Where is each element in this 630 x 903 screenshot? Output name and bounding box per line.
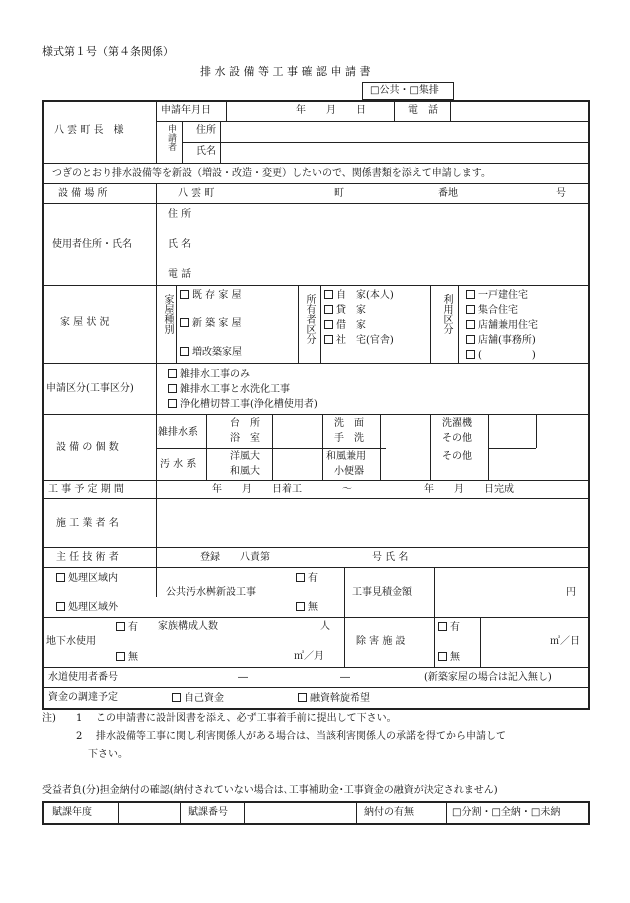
groundwater-label: 地下水使用 xyxy=(46,636,96,647)
funding-loan[interactable]: 融資斡旋希望 xyxy=(298,693,370,704)
owner-label: 所有者区分 xyxy=(304,294,315,344)
schedule-label: 工 事 予 定 期 間 xyxy=(48,484,124,495)
basin-yes[interactable]: 有 xyxy=(296,573,318,584)
form-number: 様式第１号（第４条関係） xyxy=(42,45,174,58)
owner-4[interactable]: 社 宅(官舎) xyxy=(324,335,394,346)
house-label: 家 屋 状 況 xyxy=(60,317,110,328)
date-value: 年 月 日 xyxy=(296,105,366,116)
soil-other: その他 xyxy=(442,451,472,462)
user-label: 使用者住所・氏名 xyxy=(52,239,132,250)
name-label: 氏名 xyxy=(196,146,216,157)
soil-label: 汚 水 系 xyxy=(160,459,197,470)
basin-no[interactable]: 無 xyxy=(296,602,318,613)
owner-3[interactable]: 借 家 xyxy=(324,320,366,331)
use-3[interactable]: 店舗兼用住宅 xyxy=(466,320,538,331)
location-go: 号 xyxy=(556,188,566,199)
house-type-1[interactable]: 既 存 家 屋 xyxy=(180,290,242,301)
estimate-label: 工事見積金額 xyxy=(352,587,412,598)
area-outside[interactable]: 処理区域外 xyxy=(56,602,118,613)
burden-paid: 納付の有無 xyxy=(364,807,414,818)
funding-own[interactable]: 自己資金 xyxy=(172,693,224,704)
funding-label: 資金の調達予定 xyxy=(48,692,118,703)
house-type-2[interactable]: 新 築 家 屋 xyxy=(180,318,242,329)
family-label: 家族構成人数 xyxy=(158,621,218,632)
owner-1[interactable]: 自 家(本人) xyxy=(324,290,394,301)
hazard-label: 除 害 施 設 xyxy=(356,636,406,647)
burden-year: 賦課年度 xyxy=(52,807,92,818)
schedule-start: 年 月 日着工 xyxy=(212,484,302,495)
note1-text: この申請書に設計図書を添え、必ず工事着手前に提出して下さい。 xyxy=(96,713,397,724)
category-2[interactable]: 雑排水工事と水洗化工事 xyxy=(168,384,290,395)
hazard-no[interactable]: 無 xyxy=(438,652,460,663)
engineer-reg: 登録 八責第 xyxy=(200,552,270,563)
note2-text-b: 下さい。 xyxy=(88,749,128,760)
use-5[interactable]: ( ) xyxy=(466,350,536,361)
schedule-end: 年 月 日完成 xyxy=(424,484,514,495)
engineer-no-name: 号 氏 名 xyxy=(372,552,409,563)
applicant-label: 申請者 xyxy=(166,124,176,151)
water-dash1: ― xyxy=(238,672,248,683)
location-label: 設 備 場 所 xyxy=(58,188,108,199)
groundwater-no[interactable]: 無 xyxy=(116,652,138,663)
category-1[interactable]: 雑排水工事のみ xyxy=(168,369,250,380)
use-1[interactable]: 一戸建住宅 xyxy=(466,290,528,301)
groundwater-yes[interactable]: 有 xyxy=(116,622,138,633)
phone-label: 電 話 xyxy=(408,105,438,116)
family-persons: 人 xyxy=(320,621,330,632)
note2-no: 2 xyxy=(76,731,83,742)
soil-western: 洋風大 xyxy=(230,451,260,462)
schedule-tilde: 〜 xyxy=(342,484,352,495)
mayor-label: 八 雲 町 長 様 xyxy=(54,125,124,136)
type-box-text: □公共・□集排 xyxy=(370,85,439,96)
burden-number: 賦課番号 xyxy=(188,807,228,818)
contractor-label: 施 工 業 者 名 xyxy=(56,518,119,529)
gray-hand: 手 洗 xyxy=(334,433,364,444)
note2-text-a: 排水設備等工事に関し利害関係人がある場合は、当該利害関係人の承諾を得てから申請して xyxy=(96,731,506,742)
area-inside[interactable]: 処理区域内 xyxy=(56,573,118,584)
fixtures-label: 設 備 の 個 数 xyxy=(56,442,119,453)
burden-options: □分割・□全納・□未納 xyxy=(452,807,561,818)
date-label: 申請年月日 xyxy=(161,105,211,116)
gray-kitchen: 台 所 xyxy=(230,418,260,429)
category-3[interactable]: 浄化槽切替工事(浄化槽使用者) xyxy=(168,399,318,410)
family-m3: ㎥／月 xyxy=(294,651,324,662)
burden-title: 受益者負(分)担金納付の確認(納付されていない場合は､工事補助金･工事資金の融資が決定されません) xyxy=(42,785,498,796)
engineer-label: 主 任 技 術 者 xyxy=(56,552,119,563)
water-note: (新築家屋の場合は記入無し) xyxy=(424,672,552,683)
use-4[interactable]: 店舗(事務所) xyxy=(466,335,536,346)
location-town1: 八 雲 町 xyxy=(178,188,215,199)
location-town2: 町 xyxy=(334,188,344,199)
water-dash2: ― xyxy=(340,672,350,683)
location-banchi: 番地 xyxy=(438,188,458,199)
soil-japanese: 和風大 xyxy=(230,466,260,477)
user-phone: 電 話 xyxy=(168,269,192,280)
soil-urinal: 小便器 xyxy=(334,466,364,477)
gray-laundry: 洗濯機 xyxy=(442,418,472,429)
note1-no: 1 xyxy=(76,713,83,724)
estimate-yen: 円 xyxy=(566,587,576,598)
user-name: 氏 名 xyxy=(168,239,192,250)
hazard-yes[interactable]: 有 xyxy=(438,622,460,633)
user-address: 住 所 xyxy=(168,209,192,220)
water-label: 水道使用者番号 xyxy=(48,672,118,683)
hazard-m3day: ㎥／日 xyxy=(550,636,580,647)
gray-wash: 洗 面 xyxy=(334,418,364,429)
house-type-3[interactable]: 増改築家屋 xyxy=(180,347,242,358)
owner-2[interactable]: 貸 家 xyxy=(324,305,366,316)
form-title: 排 水 設 備 等 工 事 確 認 申 請 書 xyxy=(200,65,371,78)
use-label: 利用区分 xyxy=(441,294,452,334)
gray-bath: 浴 室 xyxy=(230,433,260,444)
category-label: 申請区分(工事区分) xyxy=(46,383,134,394)
notes-head: 注) xyxy=(42,713,56,724)
house-type-label: 家屋種別 xyxy=(162,294,173,334)
basin-label: 公共汚水桝新設工事 xyxy=(166,587,256,598)
intro-text: つぎのとおり排水設備等を新設（増設・改造・変更）したいので、関係書類を添えて申請します。 xyxy=(52,168,491,179)
use-2[interactable]: 集合住宅 xyxy=(466,305,518,316)
soil-combined: 和風兼用 xyxy=(326,451,366,462)
gray-other: その他 xyxy=(442,433,472,444)
gray-label: 雑排水系 xyxy=(158,427,198,438)
address-label: 住所 xyxy=(196,125,216,136)
